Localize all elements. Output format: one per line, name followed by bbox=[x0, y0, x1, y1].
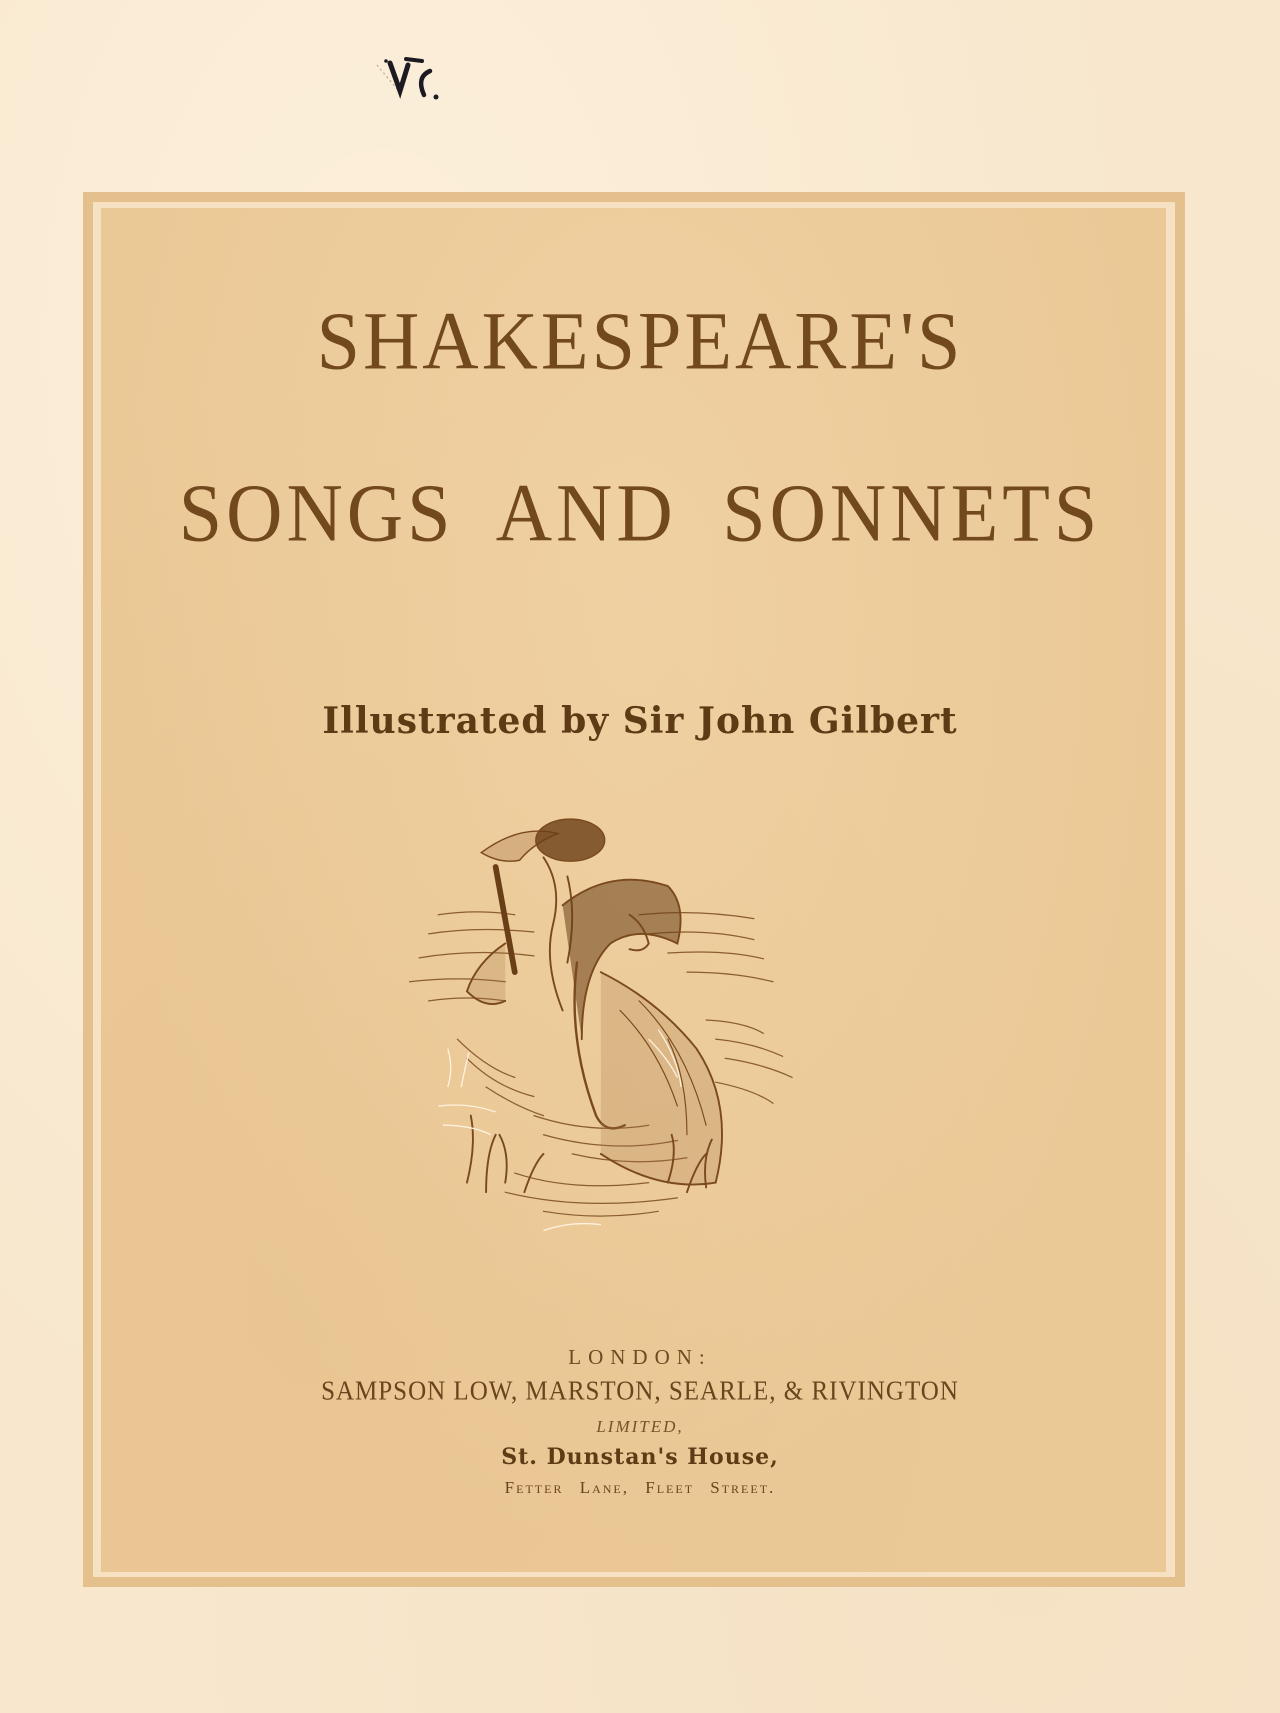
ink-mark bbox=[372, 55, 462, 105]
book-title-line-1: SHAKESPEARE'S bbox=[316, 294, 964, 387]
imprint-publisher: SAMPSON LOW, MARSTON, SEARLE, & RIVINGTON bbox=[321, 1376, 959, 1407]
book-title-line-2: SONGS AND SONNETS bbox=[178, 466, 1102, 559]
imprint-city: LONDON: bbox=[568, 1345, 712, 1369]
cupid-and-maiden-illustration bbox=[400, 800, 840, 1240]
illustrator-credit: Illustrated by Sir John Gilbert bbox=[322, 700, 958, 742]
imprint-address: Fetter Lane, Fleet Street. bbox=[504, 1478, 776, 1497]
imprint-house: St. Dunstan's House, bbox=[501, 1444, 779, 1470]
imprint-limited: LIMITED, bbox=[596, 1417, 684, 1436]
